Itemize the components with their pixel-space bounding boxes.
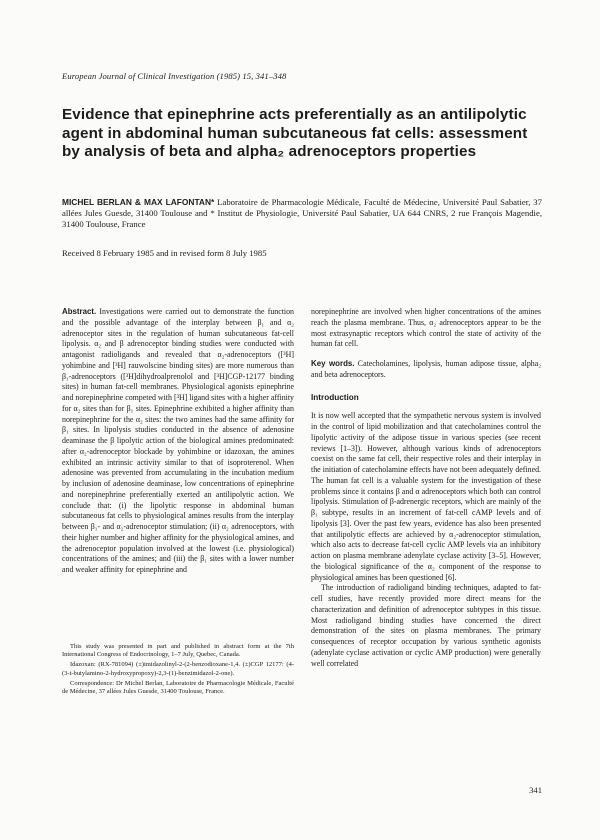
received-date: Received 8 February 1985 and in revised form 8 July 1985 (62, 248, 267, 258)
keywords-label: Key words. (311, 359, 355, 368)
page-number: 341 (529, 785, 542, 795)
footnote-presentation: This study was presented in part and published in abstract form at the 7th International Congress of Endocrinology, 1–7 July, Quebec, Canada. (62, 643, 294, 659)
introduction-paragraph: The introduction of radioligand binding techniques, adapted to fat-cell studies, have recently provided more direct means for the characterization and definition of adrenoceptor subtypes in this tissue. Most radioligand binding studies have concerned the direct demonstration of the sites on plasma membranes. The primary consequences of receptor occupation by various synthetic agonists (adenylate cyclase activation or cyclic AMP production) were generally well correlated (311, 583, 541, 668)
keywords (311, 359, 541, 381)
abstract-label: Abstract. (62, 307, 97, 316)
abstract-continuation: norepinephrine are involved when higher concentrations of the amines reach the plasma membrane. Thus, α₂ adrenoceptors appear to be the most extrasynaptic receptors which control the state of activity of the human fat cell. (311, 307, 541, 349)
author-affiliation: Laboratoire de Pharmacologie Médicale, Faculté de Médecine, Université Paul Sabatier, 37 allées Jules Guesde, 31400 Toulouse and * Institut de Physiologie, Université Paul Sabatier, UA 644 CNRS, 2 rue François Magendie, 31400 Toulouse, France (62, 197, 542, 230)
introduction-paragraph: It is now well accepted that the sympathetic nervous system is involved in the control of lipid mobilization and that catecholamines control the lipolytic activity of the adipose tissue in various species (see recent reviews [1–3]). However, although various kinds of adrenoceptors coexist on the same fat cell, their respective roles and their interplay in the initiation of catecholamine effects have not been adequately defined. The human fat cell is a valuable system for the investigation of these problems since it contains β and α adrenoceptors which both can control lipolysis. Stimulation of β-adrenergic receptors, which are mainly of the β₁ subtype, results in an increment of fat-cell cAMP levels and of lipolysis [3]. Over the past few years, evidence has also been presented that antilipolytic effects are achieved by α₂-adrenoceptor stimulation, which also acts to decrease fat-cell cyclic AMP levels via an inhibitory action on plasma membrane adenylate cyclase activity [3–5]. However, the biological significance of the α₂ component of the response to physiological amines has been questioned [6]. (311, 411, 541, 582)
abstract-text: Investigations were carried out to demonstrate the function and the possible advantage of the interplay between β₁ and α₂ adrenoceptor sites in the regulation of human subcutaneous fat-cell lipolysis. α₂ and β adrenoceptor binding studies were conducted with antagonist radioligands and revealed that α₂-adrenoceptors ([³H] yohimbine and [³H] rauwolscine binding sites) are more numerous than β₁-adrenoceptors ([³H]dihydroalprenolol and [³H]CGP-12177 binding sites) in human fat-cell membranes. Physiological agonists epinephrine and norepinephrine competed with [³H] ligand sites with a higher affinity for α₂ sites than for β₁ sites. Epinephrine exhibited a higher affinity than norepinephrine for the α₂ sites: the two amines had the same affinity for β₁ sites. In lipolysis studies conducted in the absence of adenosine deaminase the β lipolytic action of the biological amines predominated: after α₂-adrenoceptor blockade by yohimbine or idazoxan, the amines exhibited an intrinsic activity similar to that of isoproterenol. When adenosine was prevented from accumulating in the incubation medium by inclusion of adenosine deaminase, low concentrations of epinephrine and norepinephrine preferentially exerted an antilipolytic action. We conclude that: (i) the lipolytic response in abdominal human subcutaneous fat cells to physiological amines results from the interplay between β₁- and α₂-adrenoceptor stimulation; (ii) α₂ adrenoceptors, with their higher number and higher affinity for the physiological amines, and the adrenoceptor population involved at the lowest (i.e. physiological) concentrations of the amines; and (iii) the β₁ sites with a lower number and weaker affinity for epinephrine and (62, 307, 294, 574)
journal-citation: European Journal of Clinical Investigation (1985) 15, 341–348 (62, 71, 287, 81)
author-block (62, 197, 542, 231)
abstract (62, 307, 294, 576)
keywords-text: Catecholamines, lipolysis, human adipose tissue, alpha₂ and beta adrenoceptors. (311, 359, 541, 379)
author-names: MICHEL BERLAN & MAX LAFONTAN* (62, 197, 215, 207)
left-column (62, 307, 294, 576)
footnote-correspondence: Correspondence: Dr Michel Berlan, Laboratoire de Pharmacologie Médicale, Faculté de Médecine, 37 allées Jules Guesde, 31400 Toulouse, France. (62, 679, 294, 696)
introduction-heading: Introduction (311, 392, 359, 402)
article-title: Evidence that epinephrine acts preferentially as an antilipolytic agent in abdominal human subcutaneous fat cells: assessment by analysis of beta and alpha₂ adrenoceptors properties (62, 106, 528, 161)
footnote-compounds: Idazoxan: (RX-781094) (±)imidazolinyl-2-(2-benzodioxane-1,4. (±)CGP 12177: (4-(3-t-butylamino-2-hydroxypropoxy)-2,3-(1)-benzimidazol-2-one). (62, 661, 294, 677)
footnotes (62, 643, 294, 698)
right-column (311, 307, 541, 669)
